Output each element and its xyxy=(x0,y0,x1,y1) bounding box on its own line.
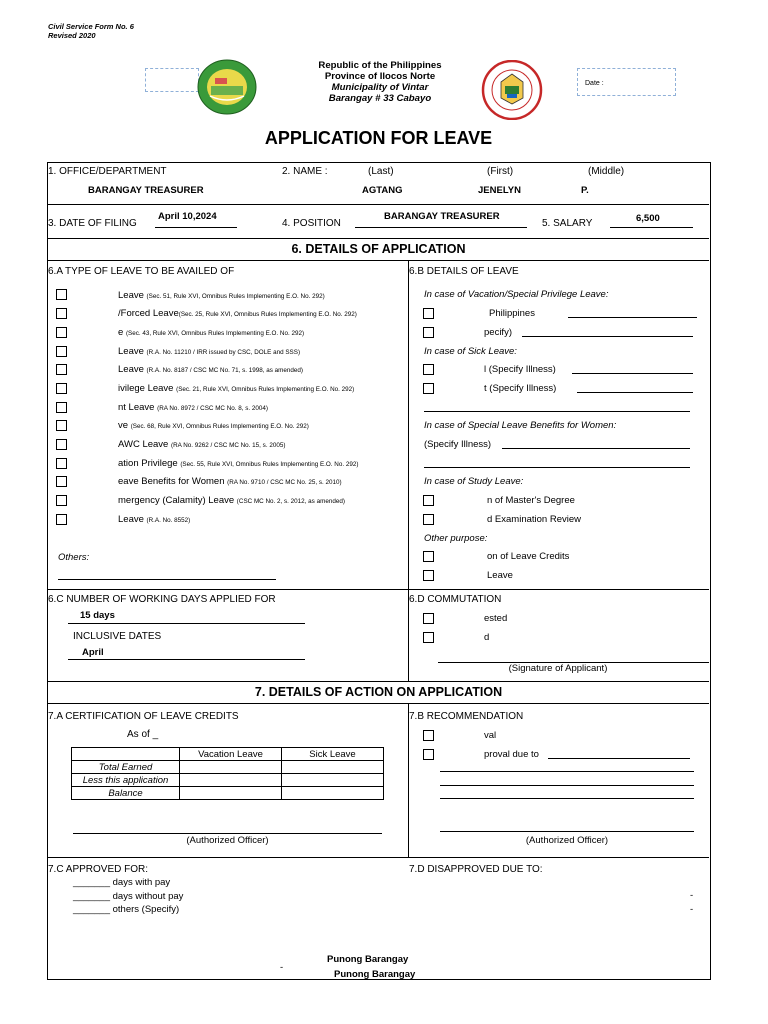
recommendation-line-3[interactable] xyxy=(440,785,694,786)
leave-type-label: ve xyxy=(118,420,129,431)
sick-line-3[interactable] xyxy=(424,411,690,412)
table-corner xyxy=(72,748,180,761)
sick-checkbox-2[interactable] xyxy=(423,383,434,394)
leave-type-label: Leave xyxy=(118,290,144,301)
office-value[interactable]: BARANGAY TREASURER xyxy=(88,185,204,196)
leave-type-label: /Forced Leave xyxy=(118,308,179,319)
leave-type-item xyxy=(118,308,357,319)
leave-checkbox[interactable] xyxy=(56,383,67,394)
cell-sick-earned[interactable] xyxy=(282,761,384,774)
header-line-1: Republic of the Philippines xyxy=(318,60,442,71)
recommendation-line-2[interactable] xyxy=(440,771,694,772)
salary-label: 5. SALARY xyxy=(542,218,593,229)
position-underline xyxy=(355,227,527,228)
office-label: 1. OFFICE/DEPARTMENT xyxy=(48,166,167,177)
date-label: Date : xyxy=(585,80,604,87)
middle-name-label: (Middle) xyxy=(588,166,625,177)
inclusive-dates-label: INCLUSIVE DATES xyxy=(73,631,162,642)
column-divider xyxy=(408,703,409,857)
cell-vacation-earned[interactable] xyxy=(180,761,282,774)
leave-type-item xyxy=(118,346,300,357)
position-value[interactable]: BARANGAY TREASURER xyxy=(384,211,500,222)
leave-type-item xyxy=(118,327,304,338)
form-number-text: Civil Service Form No. 6 xyxy=(48,22,134,31)
leave-type-item xyxy=(118,290,325,301)
approved-days-without-pay: _______ days without pay xyxy=(73,891,184,902)
commutation-option-1: ested xyxy=(484,613,508,624)
header-block xyxy=(290,60,470,104)
leave-type-item xyxy=(118,420,309,431)
leave-type-label: Leave xyxy=(118,364,144,375)
column-divider xyxy=(408,260,409,681)
officer-line-7b[interactable] xyxy=(440,831,694,832)
row-less-application: Less this application xyxy=(72,774,180,787)
salary-value[interactable]: 6,500 xyxy=(636,213,660,224)
inclusive-dates-value[interactable]: April xyxy=(82,647,104,658)
vacation-option-2: pecify) xyxy=(484,327,512,338)
signature-applicant-label: (Signature of Applicant) xyxy=(508,663,608,674)
leave-type-item xyxy=(118,495,345,506)
women-line-1[interactable] xyxy=(502,448,690,449)
study-option-1: n of Master's Degree xyxy=(487,495,575,506)
cell-vacation-less[interactable] xyxy=(180,774,282,787)
signer-mark: - xyxy=(280,962,284,973)
col-header-sick: Sick Leave xyxy=(282,748,384,761)
header-line-4: Barangay # 33 Cabayo xyxy=(328,93,432,104)
leave-credits-table xyxy=(71,747,384,800)
leave-type-ref: (R.A. No. 8552) xyxy=(146,517,191,524)
header-line-3: Municipality of Vintar xyxy=(331,82,429,93)
cell-sick-less[interactable] xyxy=(282,774,384,787)
section-6-title: 6. DETAILS OF APPLICATION xyxy=(291,242,466,256)
leave-type-ref: (R.A. No. 8187 / CSC MC No. 71, s. 1998, as amended) xyxy=(146,367,303,374)
approved-others: _______ others (Specify) xyxy=(73,904,180,915)
vacation-line-2[interactable] xyxy=(522,336,693,337)
form-title: APPLICATION FOR LEAVE xyxy=(264,128,493,148)
study-heading: In case of Study Leave: xyxy=(424,476,524,487)
officer-line-7a[interactable] xyxy=(73,833,382,834)
form-number xyxy=(48,22,134,40)
leave-type-label: nt Leave xyxy=(118,402,155,413)
disapproved-line-mark-1: - xyxy=(690,890,694,901)
leave-checkbox[interactable] xyxy=(56,495,67,506)
sick-option-2: t (Specify Illness) xyxy=(484,383,557,394)
municipal-seal-icon xyxy=(481,60,543,120)
leave-checkbox[interactable] xyxy=(56,327,67,338)
leave-type-ref: (RA No. 9262 / CSC MC No. 15, s. 2005) xyxy=(170,442,286,449)
leave-checkbox[interactable] xyxy=(56,458,67,469)
section-7b-title: 7.B RECOMMENDATION xyxy=(409,711,524,722)
leave-type-label: Leave xyxy=(118,346,144,357)
leave-type-ref: (Sec. 21, Rule XVI, Omnibus Rules Implementing E.O. No. 292) xyxy=(176,386,355,393)
last-name-label: (Last) xyxy=(368,166,394,177)
sick-heading: In case of Sick Leave: xyxy=(424,346,517,357)
leave-type-ref: (Sec. 25, Rule XVI, Omnibus Rules Implementing E.O. No. 292) xyxy=(178,311,357,318)
leave-type-label: mergency (Calamity) Leave xyxy=(118,495,235,506)
cell-vacation-balance[interactable] xyxy=(180,787,282,800)
leave-type-item xyxy=(118,439,285,450)
leave-type-label: ation Privilege xyxy=(118,458,178,469)
working-days-line xyxy=(68,623,305,624)
leave-type-label: AWC Leave xyxy=(118,439,169,450)
cell-sick-balance[interactable] xyxy=(282,787,384,800)
leave-checkbox[interactable] xyxy=(56,514,67,525)
other-option-2: Leave xyxy=(487,570,513,581)
divider xyxy=(48,238,709,239)
recommendation-line-1[interactable] xyxy=(548,758,690,759)
section-7-title: 7. DETAILS OF ACTION ON APPLICATION xyxy=(254,685,503,699)
vacation-heading: In case of Vacation/Special Privilege Leave: xyxy=(424,289,609,300)
section-7c-title: 7.C APPROVED FOR: xyxy=(48,864,149,875)
leave-checkbox[interactable] xyxy=(56,346,67,357)
recommendation-checkbox-2[interactable] xyxy=(423,749,434,760)
vacation-checkbox-2[interactable] xyxy=(423,327,434,338)
first-name-value[interactable]: JENELYN xyxy=(478,185,521,196)
recommendation-checkbox-1[interactable] xyxy=(423,730,434,741)
commutation-checkbox-2[interactable] xyxy=(423,632,434,643)
signer-punong-barangay-1: Punong Barangay xyxy=(327,954,409,965)
section-7d-title: 7.D DISAPPROVED DUE TO: xyxy=(409,864,543,875)
leave-type-ref: (Sec. 51, Rule XVI, Omnibus Rules Implementing E.O. No. 292) xyxy=(146,293,325,300)
sick-option-1: l (Specify Illness) xyxy=(484,364,556,375)
section-7a-title: 7.A CERTIFICATION OF LEAVE CREDITS xyxy=(48,711,239,722)
middle-name-value[interactable]: P. xyxy=(581,185,589,196)
leave-type-label: ivilege Leave xyxy=(118,383,174,394)
authorized-officer-7b: (Authorized Officer) xyxy=(525,835,609,846)
divider xyxy=(48,589,709,590)
other-checkbox-2[interactable] xyxy=(423,570,434,581)
leave-checkbox[interactable] xyxy=(56,439,67,450)
sick-line-1[interactable] xyxy=(572,373,693,374)
authorized-officer-7a: (Authorized Officer) xyxy=(186,835,269,846)
other-option-1: on of Leave Credits xyxy=(487,551,570,562)
inclusive-dates-line xyxy=(68,659,305,660)
sick-checkbox-1[interactable] xyxy=(423,364,434,375)
study-checkbox-1[interactable] xyxy=(423,495,434,506)
leave-checkbox[interactable] xyxy=(56,402,67,413)
filing-underline xyxy=(155,227,237,228)
women-heading: In case of Special Leave Benefits for Women: xyxy=(424,420,617,431)
other-purpose-heading: Other purpose: xyxy=(424,533,488,544)
leave-checkbox[interactable] xyxy=(56,308,67,319)
leave-checkbox[interactable] xyxy=(56,364,67,375)
as-of-label: As of _ xyxy=(127,729,159,740)
leave-type-item xyxy=(118,514,190,525)
leave-type-label: e xyxy=(118,327,124,338)
salary-underline xyxy=(610,227,693,228)
header-line-2: Province of Ilocos Norte xyxy=(324,71,436,82)
section-6a-title: 6.A TYPE OF LEAVE TO BE AVAILED OF xyxy=(48,266,235,277)
disapproved-line-mark-2: - xyxy=(690,904,694,915)
barangay-seal-icon xyxy=(196,58,258,116)
other-checkbox-1[interactable] xyxy=(423,551,434,562)
divider xyxy=(48,260,709,261)
logo-placeholder-box xyxy=(145,68,199,92)
commutation-checkbox-1[interactable] xyxy=(423,613,434,624)
leave-type-label: eave Benefits for Women xyxy=(118,476,225,487)
divider xyxy=(48,204,709,205)
vacation-checkbox-1[interactable] xyxy=(423,308,434,319)
name-label: 2. NAME : xyxy=(282,166,328,177)
position-label: 4. POSITION xyxy=(282,218,341,229)
row-balance: Balance xyxy=(72,787,180,800)
last-name-value[interactable]: AGTANG xyxy=(362,185,403,196)
recommendation-option-2: proval due to xyxy=(484,749,539,760)
leave-type-ref: (CSC MC No. 2, s. 2012, as amended) xyxy=(236,498,345,505)
leave-type-label: Leave xyxy=(118,514,144,525)
recommendation-line-4[interactable] xyxy=(440,798,694,799)
leave-type-item xyxy=(118,476,342,487)
section-6b-title: 6.B DETAILS OF LEAVE xyxy=(409,266,519,277)
others-label: Others: xyxy=(58,552,90,563)
commutation-option-2: d xyxy=(484,632,490,643)
study-option-2: d Examination Review xyxy=(487,514,581,525)
recommendation-option-1: val xyxy=(484,730,497,741)
filing-label: 3. DATE OF FILING xyxy=(48,218,137,229)
leave-type-ref: (RA No. 8972 / CSC MC No. 8, s. 2004) xyxy=(157,405,269,412)
leave-type-item xyxy=(118,458,358,469)
sick-line-2[interactable] xyxy=(577,392,693,393)
leave-type-ref: (R.A. No. 11210 / IRR issued by CSC, DOLE and SSS) xyxy=(146,349,301,356)
first-name-label: (First) xyxy=(487,166,514,177)
divider xyxy=(48,857,709,858)
row-total-earned: Total Earned xyxy=(72,761,180,774)
leave-type-ref: (Sec. 68, Rule XVI, Omnibus Rules Implementing E.O. No. 292) xyxy=(130,423,309,430)
leave-type-ref: (RA No. 9710 / CSC MC No. 25, s. 2010) xyxy=(227,479,342,486)
form-revised-text: Revised 2020 xyxy=(48,31,96,40)
divider xyxy=(48,703,709,704)
filing-value[interactable]: April 10,2024 xyxy=(158,211,217,222)
leave-type-ref: (Sec. 43, Rule XVI, Omnibus Rules Implementing E.O. No. 292) xyxy=(125,330,305,337)
study-checkbox-2[interactable] xyxy=(423,514,434,525)
women-line-2[interactable] xyxy=(424,467,690,468)
others-input-line[interactable] xyxy=(58,579,276,580)
women-option: (Specify Illness) xyxy=(424,439,492,450)
col-header-vacation: Vacation Leave xyxy=(180,748,282,761)
vacation-option-1: Philippines xyxy=(489,308,535,319)
leave-type-item xyxy=(118,364,303,375)
vacation-line-1[interactable] xyxy=(568,317,697,318)
leave-checkbox[interactable] xyxy=(56,420,67,431)
leave-type-item xyxy=(118,402,268,413)
leave-type-item xyxy=(118,383,354,394)
leave-type-ref: (Sec. 55, Rule XVI, Omnibus Rules Implementing E.O. No. 292) xyxy=(180,461,359,468)
working-days-value[interactable]: 15 days xyxy=(80,610,115,621)
leave-checkbox[interactable] xyxy=(56,476,67,487)
section-6d-title: 6.D COMMUTATION xyxy=(409,594,502,605)
approved-days-with-pay: _______ days with pay xyxy=(73,877,171,888)
section-6c-title: 6.C NUMBER OF WORKING DAYS APPLIED FOR xyxy=(48,594,276,605)
divider xyxy=(48,681,709,682)
leave-checkbox[interactable] xyxy=(56,289,67,300)
signer-punong-barangay-2: Punong Barangay xyxy=(334,969,416,980)
